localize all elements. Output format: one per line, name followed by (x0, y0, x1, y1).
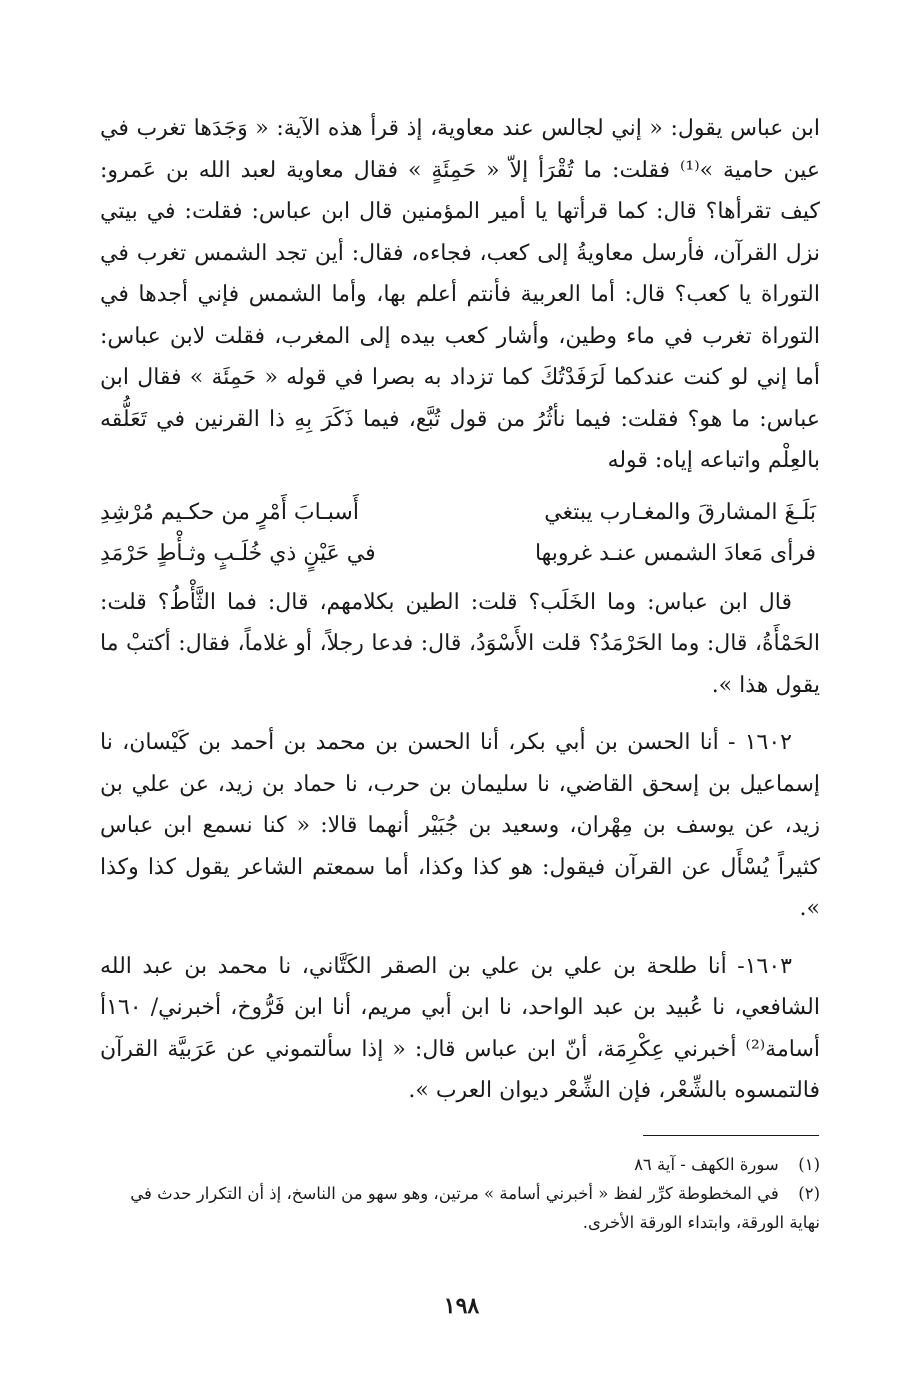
footnote-1-number: (١) (798, 1155, 820, 1174)
footnote-2 (110, 1179, 820, 1237)
footnotes (110, 1150, 820, 1237)
footnote-2-text: في المخطوطة كرِّر لفظ « أخبرني أسامة » مرتين، وهو سهو من الناسخ، إذ أن التكرار حدث في نهاية الورقة، وابتداء الورقة الأخرى. (130, 1184, 820, 1232)
footnote-2-number: (٢) (798, 1184, 820, 1203)
paragraph-ibn-abbas-muawiya: ابن عباس يقول: « إني لجالس عند معاوية، إذ قرأ هذه الآية: « وَجَدَها تغرب في عين حامية »⁽¹⁾ فقلت: ما تُقْرَأ إلاّ « حَمِئَةٍ » فقال معاوية لعبد الله بن عَمرو: كيف تقرأها؟ قال: كما قرأتها يا أمير المؤمنين قال ابن عباس: فقلت: في بيتي نزل القرآن، فأرسل معاويةُ إلى كعب، فجاءه، فقال: أين تجد الشمس تغرب في التوراة يا كعب؟ قال: أما العربية فأنتم أعلم بها، وأما الشمس فإني أجدها في التوراة تغرب في ماء وطين، وأشار كعب بيده إلى المغرب، فقلت لابن عباس: أما إني لو كنت عندكما لَرَفَدْتُكَ كما تزداد به بصرا في قوله « حَمِئَة » فقال ابن عباس: ما هو؟ فقلت: فيما نأثُرُ من قول تُبَّع، فيما ذَكَرَ بِهِ ذا القرنين في تَعَلُّقه بالعِلْم واتباعه إياه: قوله (100, 116, 820, 473)
paragraph-khalab-explanation: قال ابن عباس: وما الخَلَب؟ قلت: الطين بكلامهم، قال: فما الثَّأْطُ؟ قلت: الحَمْأَةُ، قال: وما الحَرْمَدُ؟ قلت الأَسْوَدُ، قال: فدعا رجلاً، أو غلاماً، فقال: أكتبْ ما يقول هذا ». (100, 589, 820, 698)
page-body (100, 108, 820, 1112)
footnote-1 (110, 1150, 820, 1179)
poem (100, 492, 820, 574)
poem-verse-2-first-hemistich: فرأى مَعادَ الشمس عنـد غروبها (534, 540, 816, 566)
footnote-separator (643, 1135, 819, 1136)
paragraph-1602: ١٦٠٢ - أنا الحسن بن أبي بكر، أنا الحسن بن محمد بن أحمد بن كَيْسان، نا إسماعيل بن إسحق القاضي، نا سليمان بن حرب، نا حماد بن زيد، عن علي بن زيد، عن يوسف بن مِهْران، وسعيد بن جُبَيْر أنهما قالا: « كنا نسمع ابن عباس كثيراً يُسْأَل عن القرآن فيقول: هو كذا وكذا، أما سمعتم الشاعر يقول كذا وكذا ». (100, 730, 820, 921)
poem-verse-2-second-hemistich: في عَيْنٍ ذي خُلَـبٍ وثـأْطٍ حَرْمَدِ (100, 540, 376, 566)
footnote-1-text: سورة الكهف - آية ٨٦ (634, 1155, 779, 1174)
poem-verse-1-first-hemistich: بَلَـغَ المشارقَ والمغـارب يبتغي (544, 499, 816, 525)
poem-verse-2 (100, 533, 820, 574)
poem-verse-1 (100, 492, 820, 533)
poem-verse-1-second-hemistich: أَسبـابَ أَمْرٍ من حكـيم مُرْشِدِ (100, 499, 359, 525)
paragraph-1603: ١٦٠٣- أنا طلحة بن علي بن علي بن الصقر الكَتَّاني، نا محمد بن عبد الله الشافعي، نا عُبيد بن عبد الواحد، نا ابن أبي مريم، أنا ابن فَرُّوخ، أخبرني/ ١٦٠أ أسامة⁽²⁾ أخبرني عِكْرِمَة، أنّ ابن عباس قال: « إذا سألتموني عن عَرَبيَّة القرآن فالتمسوه بالشِّعْر، فإن الشِّعْر ديوان العرب ». (100, 953, 820, 1103)
page-number: ١٩٨ (443, 1293, 480, 1319)
